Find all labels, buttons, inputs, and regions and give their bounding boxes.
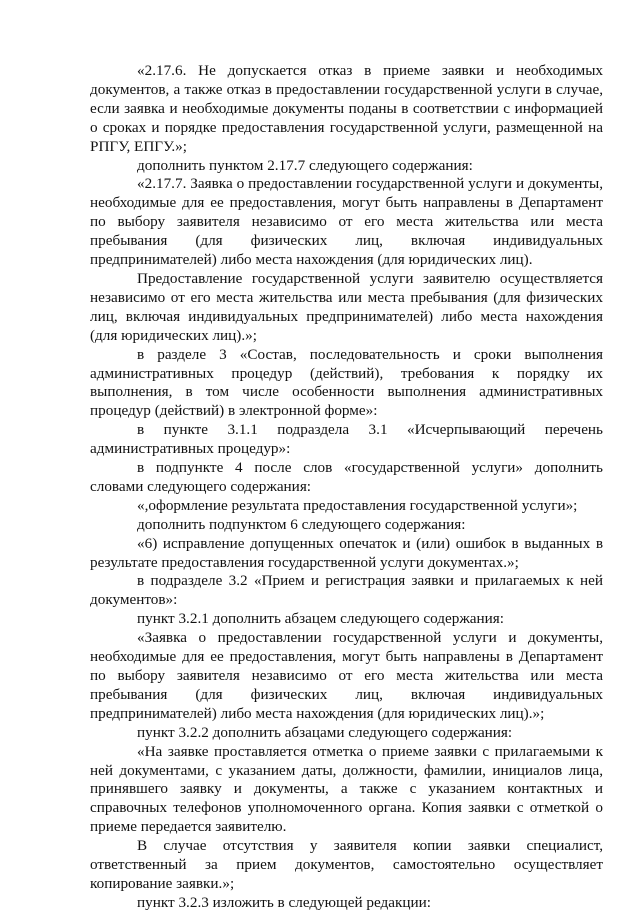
paragraph-service-provision: Предоставление государственной услуги заявителю осуществляется независимо от его места жительства или места пребывания (для физических лиц, включая индивидуальных предпринимателей) либо места нахождения (для юридических лиц).»; (90, 269, 603, 344)
paragraph-2-17-6: «2.17.6. Не допускается отказ в приеме заявки и необходимых документов, а также отказ в предоставлении государственной услуги в случае, если заявка и необходимые документы поданы в соответствии с информацией о сроках и порядке предоставления государственной услуги, размещенной на РПГУ, ЕПГУ.»; (90, 62, 603, 155)
paragraph-3-2-1: пункт 3.2.1 дополнить абзацем следующего содержания: (137, 610, 505, 628)
paragraph-3-2-1-text: «Заявка о предоставлении государственной услуги и документы, необходимые для ее предоставления, могут быть направлены в Департамент по выбору заявителя независимо от его места жительства или места пребывания (для физических лиц, включая индивидуальных предпринимателей) либо места нахождения (для юридических лиц).»; (90, 629, 603, 722)
paragraph-subsection-3-2: в подразделе 3.2 «Прием и регистрация заявки и прилагаемых к ней документов»: (90, 572, 603, 609)
paragraph-3-2-2-text: «На заявке проставляется отметка о приеме заявки с прилагаемыми к ней документами, с указанием даты, должности, фамилии, инициалов лица, принявшего заявку и документы, а также с указанием контактных и справочных телефонов уполномоченного органа. Копия заявки с отметкой о приеме передается заявителю. (90, 742, 603, 836)
document-body (90, 62, 603, 913)
paragraph-add-subitem-6: дополнить подпунктом 6 следующего содержания: (137, 515, 466, 533)
paragraph-2-17-7: «2.17.7. Заявка о предоставлении государственной услуги и документы, необходимые для ее предоставления, могут быть направлены в Департамент по выбору заявителя независимо от его места жительства или места пребывания (для физических лиц, включая индивидуальных предпринимателей) либо места нахождения (для юридических лиц). (90, 175, 603, 269)
paragraph-add-2-17-7: дополнить пунктом 2.17.7 следующего содержания: (137, 156, 473, 174)
paragraph-no-copy: В случае отсутствия у заявителя копии заявки специалист, ответственный за прием документов, самостоятельно осуществляет копирование заявки.»; (90, 837, 603, 892)
paragraph-subitem-6-text: «6) исправление допущенных опечаток и (или) ошибок в выданных в результате предоставления государственной услуги документах.»; (90, 534, 603, 571)
paragraph-3-2-2: пункт 3.2.2 дополнить абзацами следующего содержания: (137, 723, 513, 741)
paragraph-subitem-4-text: «,оформление результата предоставления государственной услуги»; (137, 496, 578, 514)
paragraph-3-1-1: в пункте 3.1.1 подраздела 3.1 «Исчерпывающий перечень административных процедур»: (90, 421, 603, 458)
paragraph-subitem-4: в подпункте 4 после слов «государственной услуги» дополнить словами следующего содержания: (90, 459, 603, 495)
paragraph-section-3: в разделе 3 «Состав, последовательность и сроки выполнения административных процедур (действий), требования к порядку их выполнения, в том числе особенности выполнения административных процедур (действий) в электронной форме»: (90, 345, 603, 420)
paragraph-3-2-3: пункт 3.2.3 изложить в следующей редакции: (137, 893, 431, 911)
